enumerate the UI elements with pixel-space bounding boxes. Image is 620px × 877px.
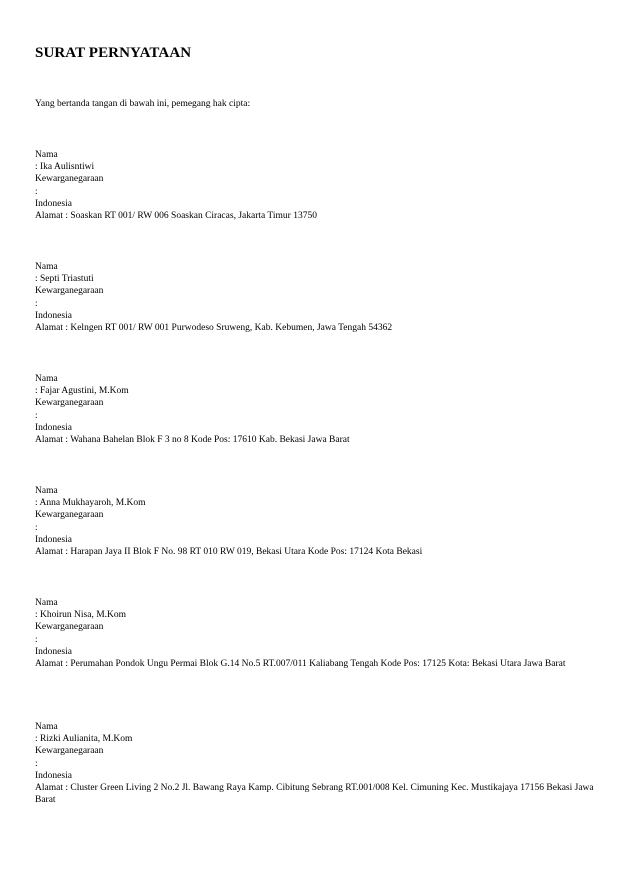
nama-label: Nama (35, 598, 58, 608)
nama-label: Nama (35, 722, 58, 732)
person-name: : Septi Triastuti (35, 274, 94, 285)
nama-label: Nama (35, 486, 58, 496)
person-address-line (35, 658, 595, 670)
person-name: : Fajar Agustini, M.Kom (35, 386, 129, 397)
person-address: Kelngen RT 001/ RW 001 Purwodeso Sruweng, Kab. Kebumen, Jawa Tengah 54362 (70, 323, 393, 334)
nationality-colon: : (35, 186, 38, 197)
nationality-label: Kewarganegaraan (35, 286, 104, 297)
document-title: SURAT PERNYATAAN (35, 45, 192, 61)
person-name: : Ika Aulisntiwi (35, 162, 95, 173)
address-label: Alamat : (35, 211, 71, 222)
person-entry (35, 485, 595, 558)
nama-label: Nama (35, 374, 58, 384)
nationality-colon: : (35, 298, 38, 309)
person-entry (35, 721, 595, 806)
nationality-colon: : (35, 522, 38, 533)
nationality-colon: : (35, 410, 38, 421)
person-address: Wahana Bahelan Blok F 3 no 8 Kode Pos: 17610 Kab. Bekasi Jawa Barat (70, 435, 350, 446)
address-label: Alamat : (35, 783, 71, 794)
nationality-label: Kewarganegaraan (35, 174, 104, 185)
nationality-colon: : (35, 758, 38, 769)
person-address-line (35, 322, 595, 334)
person-entry (35, 149, 595, 222)
person-address: Perumahan Pondok Ungu Permai Blok G.14 No.5 RT.007/011 Kaliabang Tengah Kode Pos: 17125 Kota: Bekasi Utara Jawa Barat (70, 659, 566, 670)
person-address: Cluster Green Living 2 No.2 Jl. Bawang Raya Kamp. Cibitung Sebrang RT.001/008 Kel. Cimuning Kec. Mustikajaya 17156 Bekasi Jawa Barat (35, 783, 594, 806)
person-entry (35, 261, 595, 334)
person-nationality: Indonesia (35, 198, 72, 209)
address-label: Alamat : (35, 323, 71, 334)
address-label: Alamat : (35, 659, 71, 670)
address-label: Alamat : (35, 435, 71, 446)
nationality-colon: : (35, 634, 38, 645)
intro-text: Yang bertanda tangan di bawah ini, pemegang hak cipta: (35, 99, 251, 109)
person-name: : Anna Mukhayaroh, M.Kom (35, 498, 146, 509)
person-nationality: Indonesia (35, 310, 72, 321)
nationality-label: Kewarganegaraan (35, 746, 104, 757)
person-nationality: Indonesia (35, 422, 72, 433)
person-entry (35, 597, 595, 670)
nationality-label: Kewarganegaraan (35, 510, 104, 521)
nationality-label: Kewarganegaraan (35, 398, 104, 409)
person-nationality: Indonesia (35, 646, 72, 657)
address-label: Alamat : (35, 547, 71, 558)
person-nationality: Indonesia (35, 534, 72, 545)
nationality-label: Kewarganegaraan (35, 622, 104, 633)
person-entry (35, 373, 595, 446)
person-name: : Khoirun Nisa, M.Kom (35, 610, 127, 621)
person-address-line (35, 210, 595, 222)
person-address: Harapan Jaya II Blok F No. 98 RT 010 RW 019, Bekasi Utara Kode Pos: 17124 Kota Bekasi (70, 547, 423, 558)
nama-label: Nama (35, 262, 58, 272)
person-name: : Rizki Aulianita, M.Kom (35, 734, 133, 745)
nama-label: Nama (35, 150, 58, 160)
person-address-line (35, 546, 595, 558)
person-address-line (35, 434, 595, 446)
person-nationality: Indonesia (35, 770, 72, 781)
person-address-line (35, 782, 595, 806)
person-address: Soaskan RT 001/ RW 006 Soaskan Ciracas, Jakarta Timur 13750 (70, 211, 317, 222)
